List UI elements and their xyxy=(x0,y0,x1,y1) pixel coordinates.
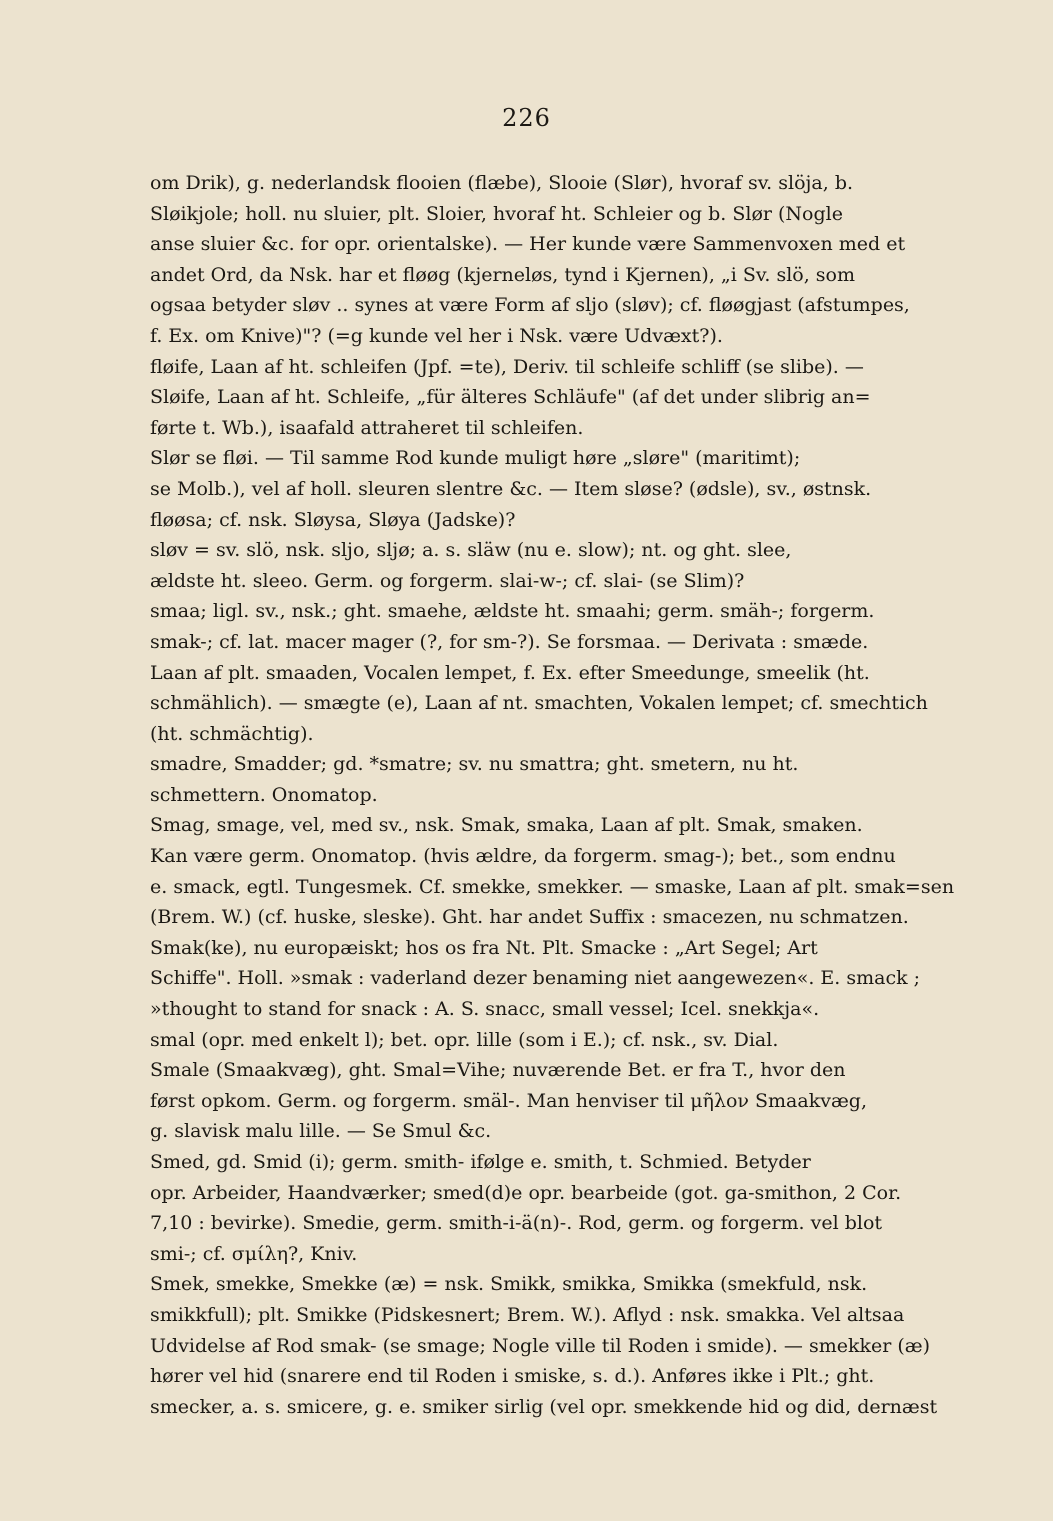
text-line: Smak(ke), nu europæiskt; hos os fra Nt. Plt. Smacke : „Art Segel; Art xyxy=(150,936,818,959)
text-line: anse sluier &c. for opr. orientalske). — Her kunde være Sammenvoxen med et xyxy=(150,233,906,256)
text-line: smak-; cf. lat. macer mager (?, for sm-?). Se forsmaa. — Derivata : smæde. xyxy=(150,630,869,653)
text-line: ældste ht. sleeo. Germ. og forgerm. slai-w-; cf. slai- (se Slim)? xyxy=(150,569,745,592)
text-line: Smale (Smaakvæg), ght. Smal=Vihe; nuværende Bet. er fra T., hvor den xyxy=(150,1059,846,1082)
text-line: smi-; cf. σμίλη?, Kniv. xyxy=(150,1242,358,1265)
text-line: (ht. schmächtig). xyxy=(150,722,314,745)
text-line: se Molb.), vel af holl. sleuren slentre &c. — Item sløse? (ødsle), sv., østnsk. xyxy=(150,477,872,500)
text-line: schmählich). — smægte (e), Laan af nt. smachten, Vokalen lempet; cf. smechtich xyxy=(150,692,928,715)
text-line: Slør se fløi. — Til samme Rod kunde muligt høre „sløre" (maritimt); xyxy=(150,447,801,470)
text-line: f. Ex. om Knive)"? (=g kunde vel her i Nsk. være Udvæxt?). xyxy=(150,324,723,347)
text-line: Smek, smekke, Smekke (æ) = nsk. Smikk, smikka, Smikka (smekfuld, nsk. xyxy=(150,1273,868,1296)
text-line: (Brem. W.) (cf. huske, sleske). Ght. har andet Suffix : smacezen, nu schmatzen. xyxy=(150,906,909,929)
text-line: smal (opr. med enkelt l); bet. opr. lille (som i E.); cf. nsk., sv. Dial. xyxy=(150,1028,779,1051)
text-line: førte t. Wb.), isaafald attraheret til schleifen. xyxy=(150,416,584,439)
text-line: sløv = sv. slö, nsk. sljo, sljø; a. s. släw (nu e. slow); nt. og ght. slee, xyxy=(150,539,792,562)
text-line: smaa; ligl. sv., nsk.; ght. smaehe, ældste ht. smaahi; germ. smäh-; forgerm. xyxy=(150,600,875,623)
text-line: smikkfull); plt. Smikke (Pidskesnert; Brem. W.). Aflyd : nsk. smakka. Vel altsaa xyxy=(150,1303,905,1326)
text-line: Udvidelse af Rod smak- (se smage; Nogle ville til Roden i smide). — smekker (æ) xyxy=(150,1334,931,1357)
text-line: g. slavisk malu lille. — Se Smul &c. xyxy=(150,1120,492,1143)
text-line: Schiffe". Holl. »smak : vaderland dezer benaming niet aangewezen«. E. smack ; xyxy=(150,967,921,990)
text-line: Laan af plt. smaaden, Vocalen lempet, f. Ex. efter Smeedunge, smeelik (ht. xyxy=(150,661,870,684)
text-line: hører vel hid (snarere end til Roden i smiske, s. d.). Anføres ikke i Plt.; ght. xyxy=(150,1365,875,1388)
text-line: schmettern. Onomatop. xyxy=(150,783,378,806)
text-line: opr. Arbeider, Haandværker; smed(d)e opr. bearbeide (got. ga-smithon, 2 Cor. xyxy=(150,1181,902,1204)
text-line: Sløikjole; holl. nu sluier, plt. Sloier, hvoraf ht. Schleier og b. Slør (Nogle xyxy=(150,202,843,225)
text-line: Smed, gd. Smid (i); germ. smith- ifølge e. smith, t. Schmied. Betyder xyxy=(150,1151,811,1173)
text-line: fløife, Laan af ht. schleifen (Jpf. =te), Deriv. til schleife schliff (se slibe). — xyxy=(150,355,864,378)
text-line: Kan være germ. Onomatop. (hvis ældre, da forgerm. smag-); bet., som endnu xyxy=(150,845,896,868)
text-line: smecker, a. s. smicere, g. e. smiker sirlig (vel opr. smekkende hid og did, dernæst xyxy=(150,1395,938,1418)
text-body xyxy=(150,168,980,1422)
text-line: 7,10 : bevirke). Smedie, germ. smith-i-ä(n)-. Rod, germ. og forgerm. vel blot xyxy=(150,1212,883,1235)
text-line: andet Ord, da Nsk. har et fløøg (kjerneløs, tynd i Kjernen), „i Sv. slö, som xyxy=(150,263,856,286)
text-line: smadre, Smadder; gd. *smatre; sv. nu smattra; ght. smetern, nu ht. xyxy=(150,753,799,776)
text-line: ogsaa betyder sløv .. synes at være Form af sljo (sløv); cf. fløøgjast (afstumpes, xyxy=(150,294,910,317)
page-number: 226 xyxy=(502,104,551,132)
text-line: Smag, smage, vel, med sv., nsk. Smak, smaka, Laan af plt. Smak, smaken. xyxy=(150,814,863,837)
text-line: om Drik), g. nederlandsk flooien (flæbe), Slooie (Slør), hvoraf sv. slöja, b. xyxy=(150,172,854,194)
text-line: fløøsa; cf. nsk. Sløysa, Sløya (Jadske)? xyxy=(150,508,516,531)
text-line: først opkom. Germ. og forgerm. smäl-. Man henviser til μῆλον Smaakvæg, xyxy=(150,1089,868,1112)
text-line: e. smack, egtl. Tungesmek. Cf. smekke, smekker. — smaske, Laan af plt. smak=sen xyxy=(150,875,955,898)
text-line: Sløife, Laan af ht. Schleife, „für älteres Schläufe" (af det under slibrig an= xyxy=(150,386,871,409)
text-line: »thought to stand for snack : A. S. snacc, small vessel; Icel. snekkja«. xyxy=(150,998,820,1021)
